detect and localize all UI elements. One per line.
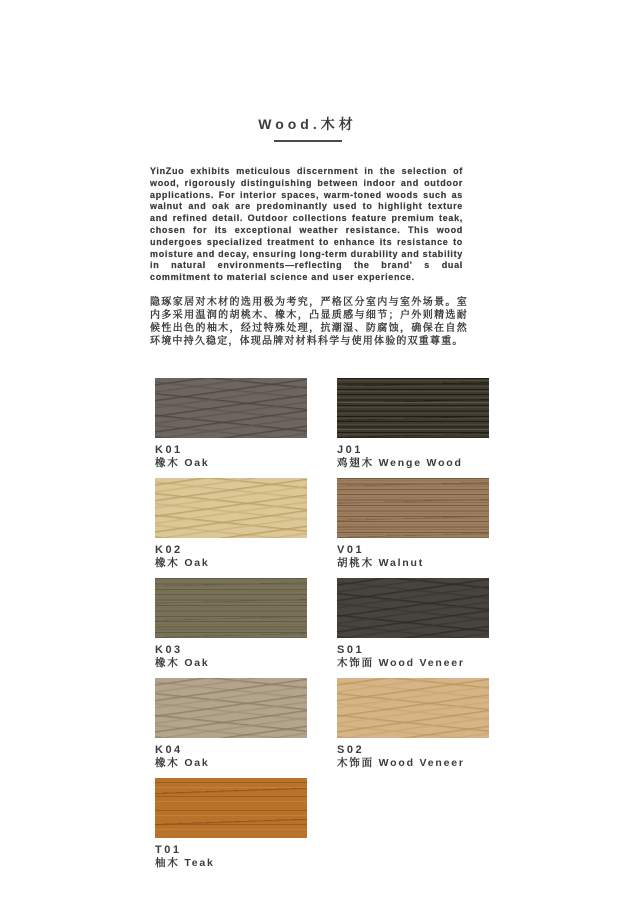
swatch-caption bbox=[337, 744, 489, 769]
swatch-name: 橡木 Oak bbox=[155, 557, 210, 569]
swatch-name: 胡桃木 Walnut bbox=[337, 557, 425, 569]
wood-swatch-s02 bbox=[337, 678, 489, 738]
wood-swatch-k03 bbox=[155, 578, 307, 638]
swatch-caption bbox=[155, 544, 307, 569]
swatch-code: T01 bbox=[155, 844, 182, 856]
intro-paragraph-chinese: 隐琢家居对木材的选用极为考究，严格区分室内与室外场景。室内多采用温润的胡桃木、橡木，凸显质感与细节；户外则精选耐候性出色的柚木，经过特殊处理，抗潮湿、防腐蚀，确保在自然环境中持久稳定，体现品牌对材料科学与使用体验的双重尊重。 bbox=[150, 297, 468, 347]
swatch-code: K02 bbox=[155, 544, 183, 556]
swatch-cell bbox=[155, 678, 307, 778]
swatch-name: 鸡翅木 Wenge Wood bbox=[337, 457, 463, 469]
swatch-caption bbox=[337, 644, 489, 669]
page-header bbox=[150, 115, 465, 142]
swatch-cell bbox=[337, 678, 489, 778]
swatch-code: K04 bbox=[155, 744, 183, 756]
intro-paragraph-english: YinZuo exhibits meticulous discernment in the selection of wood, rigorously distinguishing between indoor and outdoor applications. For interior spaces, warm-toned woods such as walnut and oak are predominantly used to highlight texture and refined detail. Outdoor collections feature premium teak, chosen for its exceptional weather resistance. This wood undergoes specialized treatment to enhance its resistance to moisture and decay, ensuring long-term durability and stability in natural environments—reflecting the brand' s dual commitment to material science and user experience. bbox=[150, 166, 463, 283]
wood-swatch-k02 bbox=[155, 478, 307, 538]
swatch-code: K01 bbox=[155, 444, 183, 456]
wood-swatch-t01 bbox=[155, 778, 307, 838]
wood-swatch-k04 bbox=[155, 678, 307, 738]
wood-swatch-k01 bbox=[155, 378, 307, 438]
wood-swatch-s01 bbox=[337, 578, 489, 638]
swatch-name: 橡木 Oak bbox=[155, 757, 210, 769]
swatch-name: 橡木 Oak bbox=[155, 457, 210, 469]
swatch-cell bbox=[155, 378, 307, 478]
swatch-code: V01 bbox=[337, 544, 365, 556]
swatch-caption bbox=[155, 444, 307, 469]
swatch-cell bbox=[337, 378, 489, 478]
swatch-caption bbox=[155, 744, 307, 769]
title-underline bbox=[274, 140, 342, 142]
wood-swatch-j01 bbox=[337, 378, 489, 438]
swatch-cell bbox=[155, 478, 307, 578]
swatch-caption bbox=[337, 544, 489, 569]
swatch-caption bbox=[155, 644, 307, 669]
swatch-name: 木饰面 Wood Veneer bbox=[337, 757, 465, 769]
swatch-cell bbox=[337, 478, 489, 578]
swatch-code: S02 bbox=[337, 744, 365, 756]
page-title: Wood.木材 bbox=[258, 116, 357, 132]
swatch-name: 橡木 Oak bbox=[155, 657, 210, 669]
swatch-name: 木饰面 Wood Veneer bbox=[337, 657, 465, 669]
swatch-caption bbox=[155, 844, 307, 869]
swatch-code: J01 bbox=[337, 444, 363, 456]
swatch-cell bbox=[155, 578, 307, 678]
swatch-cell bbox=[337, 578, 489, 678]
swatch-name: 柚木 Teak bbox=[155, 857, 215, 869]
swatch-code: S01 bbox=[337, 644, 365, 656]
swatch-caption bbox=[337, 444, 489, 469]
wood-swatch-v01 bbox=[337, 478, 489, 538]
swatch-cell bbox=[155, 778, 307, 878]
swatch-grid bbox=[155, 378, 489, 878]
swatch-code: K03 bbox=[155, 644, 183, 656]
